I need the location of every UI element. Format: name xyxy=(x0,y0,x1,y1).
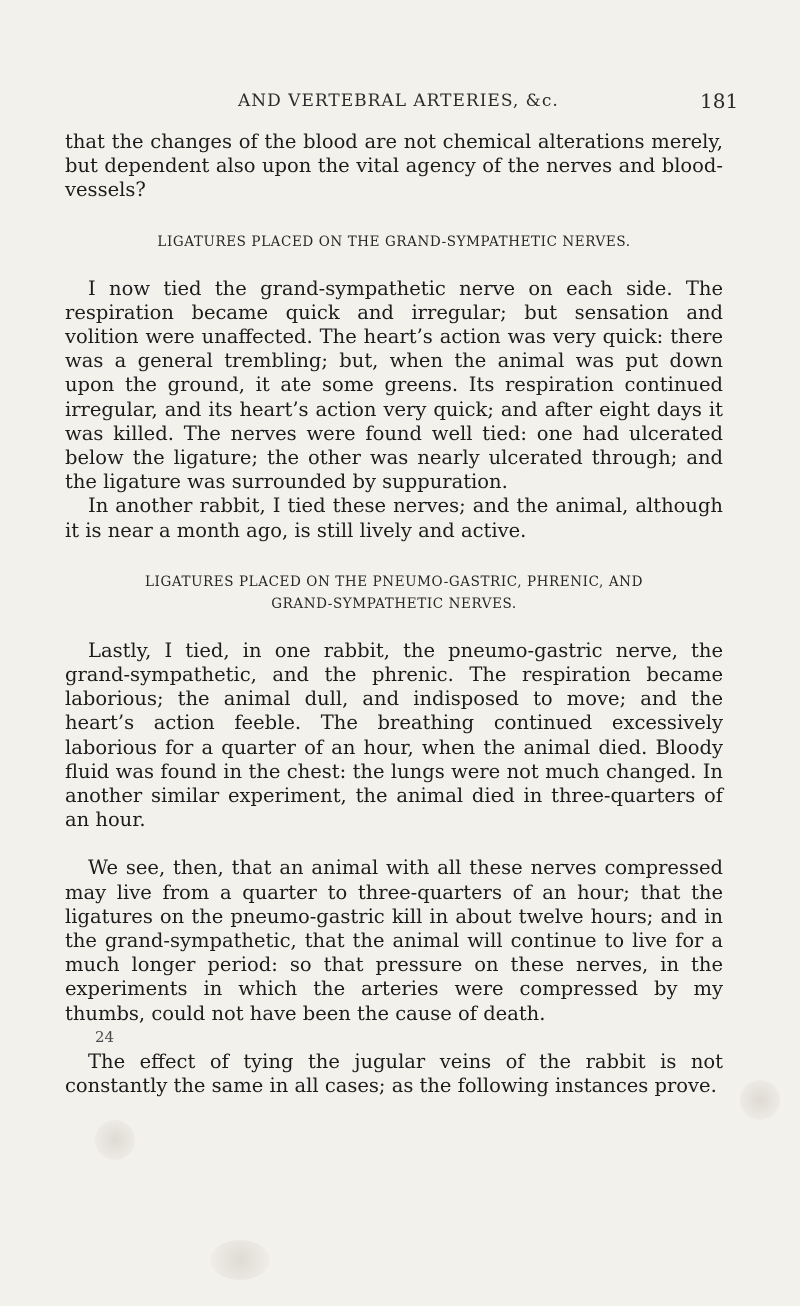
page-number: 181 xyxy=(700,89,739,113)
section-heading-pneumo-gastric-line2: GRAND-SYMPATHETIC NERVES. xyxy=(271,595,517,612)
running-head xyxy=(0,91,800,121)
paper-stain xyxy=(95,1120,135,1160)
paragraph: Lastly, I tied, in one rabbit, the pneumo-gastric nerve, the grand-sympathetic, and the phrenic. The respiration became laborious; the animal dull, and indisposed to move; and the heart’s action feeble. The breathing continued excessively laborious for a quarter of an hour, when the animal died. Bloody fluid was found in the chest: the lungs were not much changed. In another similar experiment, the animal died in three-quarters of an hour. xyxy=(65,638,723,832)
section-heading-grand-sympathetic: LIGATURES PLACED ON THE GRAND-SYMPATHETIC NERVES. xyxy=(157,233,631,250)
paper-stain xyxy=(210,1240,270,1280)
body-text xyxy=(65,130,723,1098)
section-heading-pneumo-gastric-line1: LIGATURES PLACED ON THE PNEUMO-GASTRIC, PHRENIC, AND xyxy=(144,573,644,590)
paper-stain xyxy=(740,1080,780,1120)
conclusion-paragraph: We see, then, that an animal with all these nerves compressed may live from a quarter to three-quarters of an hour; that the ligatures on the pneumo-gastric kill in about twelve hours; and in the grand-sympathetic, that the animal will continue to live for a much longer period: so that pressure on these nerves, in the experiments in which the arteries were compressed by my thumbs, could not have been the cause of death. xyxy=(65,856,723,1025)
intro-paragraph: that the changes of the blood are not chemical alterations merely, but dependent also upon the vital agency of the nerves and blood-vessels? xyxy=(65,130,723,202)
signature-mark: 24 xyxy=(95,1028,115,1046)
running-title: AND VERTEBRAL ARTERIES, &c. xyxy=(238,91,559,111)
final-paragraph: The effect of tying the jugular veins of the rabbit is not constantly the same in all cases; as the following instances prove. xyxy=(65,1049,723,1098)
paragraph: In another rabbit, I tied these nerves; and the animal, although it is near a month ago, is still lively and active. xyxy=(65,494,723,542)
paragraph: I now tied the grand-sympathetic nerve on each side. The respiration became quick and irregular; but sensation and volition were unaffected. The heart’s action was very quick: there was a general trembling; but, when the animal was put down upon the ground, it ate some greens. Its respiration continued irregular, and its heart’s action very quick; and after eight days it was killed. The nerves were found well tied: one had ulcerated below the ligature; the other was nearly ulcerated through; and the ligature was surrounded by suppuration. xyxy=(65,276,723,494)
